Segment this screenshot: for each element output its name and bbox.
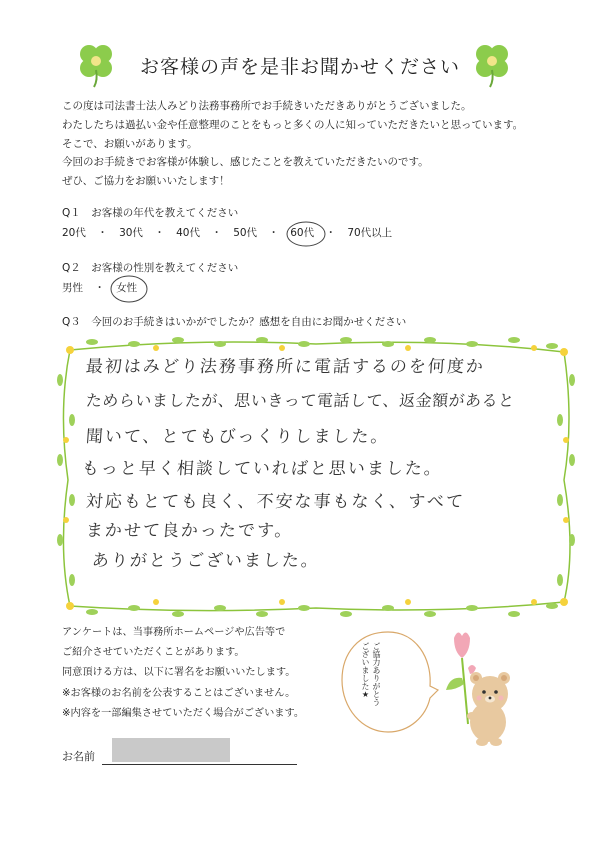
answer-line: もっと早く相談していればと思いました。 <box>81 459 444 479</box>
name-underline <box>102 764 297 765</box>
intro-line: わたしたちは過払い金や任意整理のことをもっと多くの人に知っていただきたいと思っています。 <box>62 118 524 131</box>
footer-line: アンケートは、当事務所ホームページや広告等で <box>62 627 286 638</box>
name-field-redacted[interactable] <box>112 738 230 762</box>
separator: ・ <box>97 227 108 239</box>
q1-option-60-label: 60代 <box>290 227 315 239</box>
footer-line: 同意頂ける方は、以下に署名をお願いいたします。 <box>62 667 296 679</box>
q1-label: Q１ お客様の年代を教えてください <box>62 207 239 219</box>
bubble-text <box>360 642 382 722</box>
q2-option-female-label: 女性 <box>116 282 138 294</box>
q1-option-50[interactable]: 50代 <box>233 227 258 239</box>
q2-option-male[interactable]: 男性 <box>62 282 83 294</box>
footer-line: ※お客様のお名前を公表することはございません。 <box>62 687 296 699</box>
intro-line: この度は司法書士法人みどり法務事務所でお手続きいただきありがとうございました。 <box>62 100 472 112</box>
answer-line: ありがとうございました。 <box>91 551 321 571</box>
q1-option-70[interactable]: 70代以上 <box>347 227 393 239</box>
q3-label: Q３ 今回のお手続きはいかがでしたか？感想を自由にお聞かせください <box>62 316 407 328</box>
bear-with-tulip-icon <box>440 628 520 752</box>
bubble-line: ご協力ありがとう <box>372 642 381 706</box>
q1-option-20[interactable]: 20代 <box>62 227 86 239</box>
intro-line: ぜひ、ご協力をお願いいたします！ <box>62 175 230 188</box>
q1-option-40[interactable]: 40代 <box>176 227 200 239</box>
intro-text <box>62 97 523 191</box>
intro-line: そこで、お願いがあります。 <box>62 137 198 150</box>
name-label: お名前 <box>62 750 95 763</box>
answer-line: 最初はみどり法務事務所に電話するのを何度か <box>85 357 486 377</box>
consent-text <box>62 623 304 724</box>
separator: ・ <box>268 227 279 239</box>
answer-line: まかせて良かったです。 <box>85 521 295 541</box>
footer-line: ご紹介させていただくことがあります。 <box>62 647 245 659</box>
separator: ・ <box>94 282 105 294</box>
q2-option-female-selected[interactable] <box>116 282 137 294</box>
page-title: お客様の声を是非お聞かせください <box>139 56 460 78</box>
separator: ・ <box>325 227 336 239</box>
q2-options <box>62 280 137 295</box>
separator: ・ <box>211 227 222 239</box>
q1-option-60-selected[interactable] <box>290 227 317 239</box>
separator: ・ <box>154 227 165 239</box>
q2-label: Q２ お客様の性別を教えてください <box>62 262 239 274</box>
q1-options <box>62 225 392 240</box>
q1-option-30[interactable]: 30代 <box>119 227 143 239</box>
intro-line: 今回のお手続きでお客様が体験し、感じたことを教えていただきたいのです。 <box>62 156 429 169</box>
footer-line: ※内容を一部編集させていただく場合がございます。 <box>62 707 305 719</box>
answer-line: 対応もとても良く、不安な事もなく、すべて <box>85 492 466 512</box>
answer-line: 聞いて、とてもびっくりしました。 <box>85 427 391 447</box>
speech-bubble <box>338 628 440 740</box>
selection-circle-icon <box>284 219 328 249</box>
bubble-line: ございました★ <box>361 642 370 699</box>
answer-line: ためらいましたが、思いきって電話して、返金額があると <box>85 391 516 410</box>
selection-circle-icon <box>108 273 150 305</box>
